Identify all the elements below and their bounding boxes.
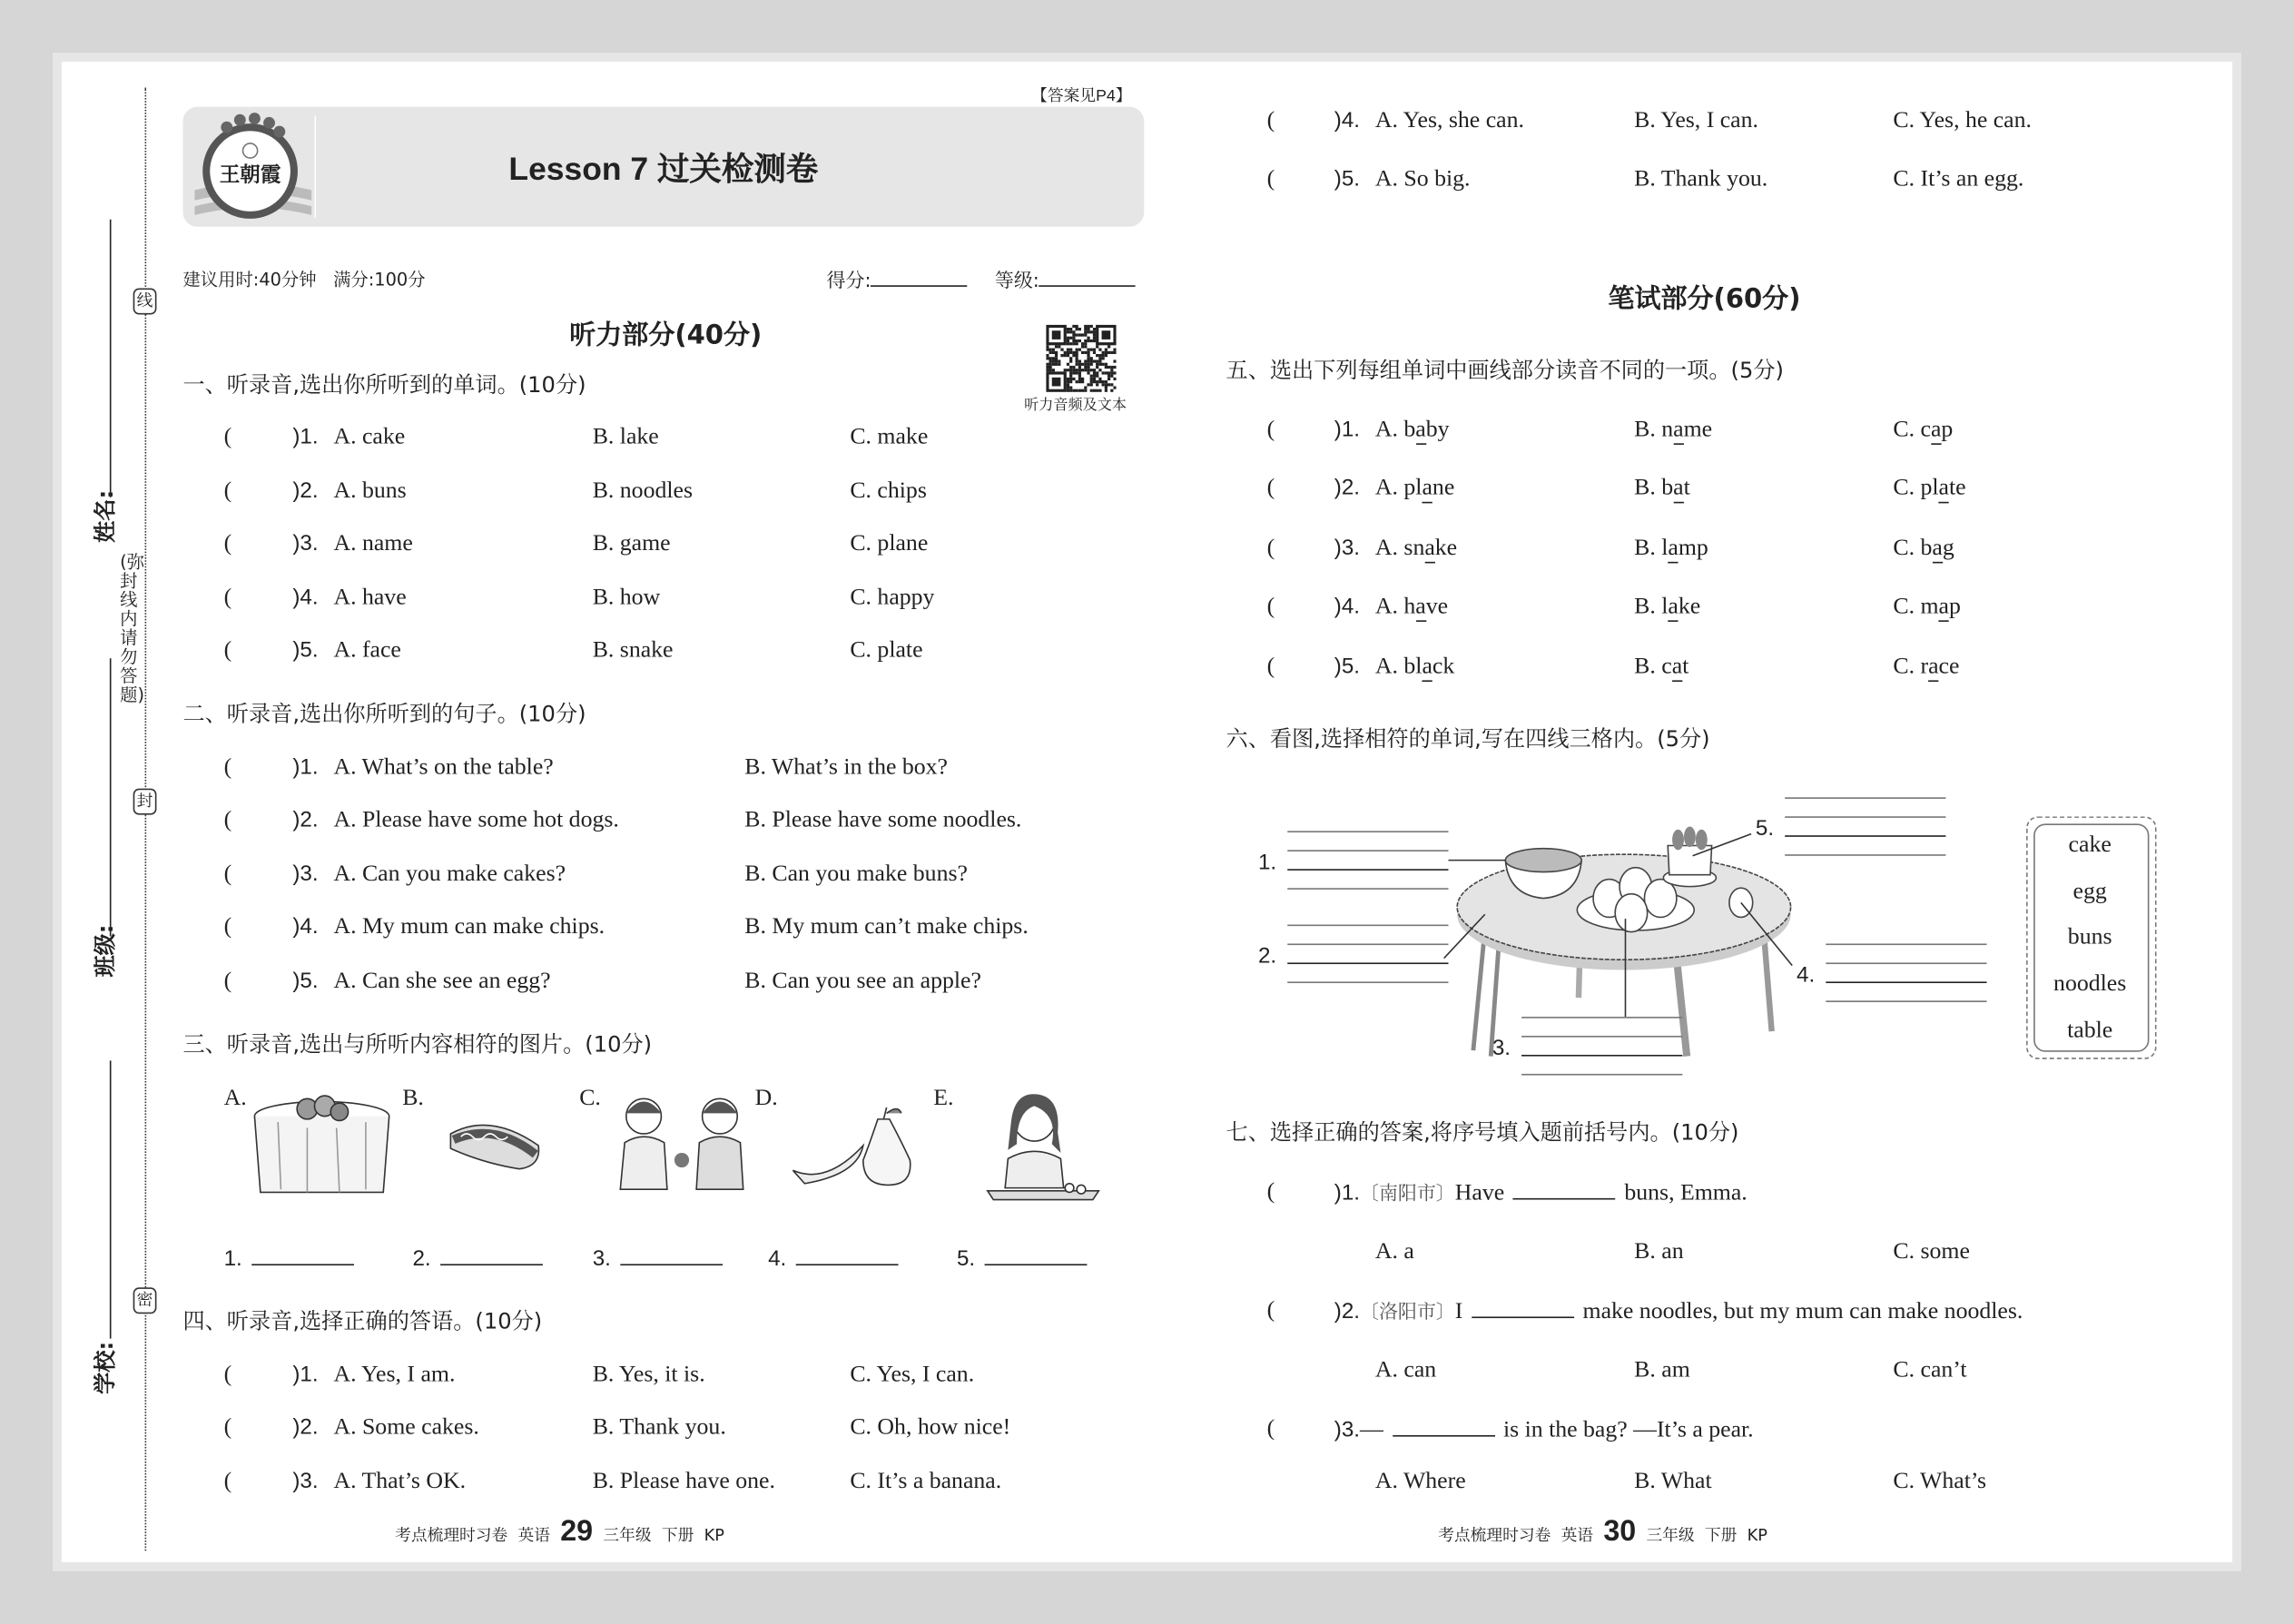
grid-line[interactable] [1826,1000,1986,1002]
grid-line[interactable] [1287,962,1448,964]
grid-line[interactable] [1785,835,1945,837]
blank-number: 5. [956,1246,976,1272]
svg-text:王朝霞: 王朝霞 [219,162,281,187]
fill-blank[interactable] [1513,1177,1616,1199]
question-number: )3. [292,531,319,556]
full-score-text: 满分:100分 [333,269,426,290]
stem-before: Have [1454,1180,1505,1206]
underline-mark [1415,443,1425,445]
option-c[interactable]: C. some [1893,1239,1970,1265]
class-write-line [110,658,112,936]
option-a[interactable]: A. face [333,637,401,664]
question-stem [1334,1414,1754,1445]
grid-line[interactable] [1521,1017,1682,1019]
fill-blank[interactable] [1472,1296,1574,1318]
stem-after: is in the bag? —It’s a pear. [1502,1417,1754,1443]
question-number: )3. [292,861,319,887]
picture-answer-5[interactable] [957,1244,1087,1275]
grid-line[interactable] [1826,943,1986,945]
picture-answer-1[interactable] [224,1244,354,1275]
grid-line[interactable] [1785,854,1945,856]
option-a[interactable]: A. What’s on the table? [333,754,554,780]
answer-paren-open[interactable]: ( [223,1469,232,1494]
option-b[interactable]: B. Can you see an apple? [744,968,981,994]
section-3-heading: 三、听录音,选出与所听内容相符的图片。(10分) [182,1031,653,1058]
grade-label: 等级: [994,271,1039,293]
option-a[interactable]: A. plane [1375,474,1454,503]
option-a[interactable]: A. have [333,585,407,611]
option-b[interactable]: B. Thank you. [1634,166,1768,192]
underline-mark [1673,443,1683,445]
seal-mark-feng: 封 [133,789,157,815]
option-a[interactable]: A. My mum can make chips. [333,914,605,940]
answer-paren-open[interactable]: ( [223,424,232,449]
footer-series: 考点梳理时习卷 [1438,1525,1551,1545]
answer-blank[interactable] [984,1244,1087,1265]
option-b[interactable]: B. am [1634,1357,1690,1383]
question-number: )2. [1334,475,1361,501]
option-b[interactable]: B. Please have one. [592,1469,775,1494]
picture-e-girl-cooking [973,1086,1105,1206]
option-c[interactable]: C. happy [850,585,935,611]
grade-blank[interactable] [1039,265,1136,287]
footer-edition: KP [1747,1525,1767,1545]
option-c[interactable]: C. make [850,424,929,449]
option-a[interactable]: A. Can she see an egg? [333,968,551,994]
stem-after: make noodles, but my mum can make noodles. [1582,1299,2023,1324]
word-bank-item: noodles [2053,971,2127,997]
answer-paren-open[interactable]: ( [223,637,232,664]
region-tag: 〔洛阳市〕 [1360,1300,1455,1323]
grid-line[interactable] [1785,816,1945,818]
option-b[interactable]: B. What’s in the box? [744,754,948,780]
option-c[interactable]: C. plane [850,531,929,556]
option-b[interactable]: B. Yes, it is. [592,1362,705,1387]
grade-field[interactable] [995,265,1136,297]
section-1-heading: 一、听录音,选出你所听到的单词。(10分) [182,371,586,399]
word-bank-item: cake [2068,832,2112,858]
question-number: )4. [1334,594,1361,619]
blank-number: 3. [592,1246,611,1272]
option-c[interactable]: C. race [1893,653,1959,682]
question-number: )2. [292,1414,319,1440]
footer-term: 下册 [661,1525,694,1545]
picture-label: D. [754,1085,778,1111]
option-c[interactable]: C. Yes, I can. [850,1362,975,1387]
option-c[interactable]: C. plate [1893,474,1965,503]
footer-left [395,1517,724,1550]
name-write-line [110,220,112,497]
answer-paren-open[interactable]: ( [223,585,232,611]
underline-mark [1931,443,1941,445]
stem-before: — [1360,1417,1383,1443]
option-b[interactable]: B. Please have some noodles. [744,807,1022,833]
title-banner [182,107,1144,227]
option-c[interactable]: C. What’s [1893,1469,1987,1494]
exam-title: Lesson 7 过关检测卷 [508,150,819,188]
question-number: )4. [1334,108,1361,133]
option-a[interactable]: A. a [1374,1239,1414,1265]
option-b[interactable]: B. cat [1634,653,1689,682]
underline-mark [1932,562,1942,564]
picture-label: E. [933,1085,954,1111]
option-b[interactable]: B. Yes, I can. [1634,108,1758,133]
option-a[interactable]: A. buns [333,477,407,504]
answer-paren-open[interactable]: ( [1266,1178,1275,1205]
underline-mark [1673,502,1683,504]
answer-paren-open[interactable]: ( [223,754,232,780]
answer-blank[interactable] [795,1244,898,1265]
question-number: )2. [292,807,319,833]
picture-table-with-food [1441,819,1807,1068]
option-a[interactable]: A. have [1375,593,1448,622]
answer-paren-open[interactable]: ( [1266,1416,1275,1442]
picture-answer-2[interactable] [412,1244,542,1275]
answer-paren-open[interactable]: ( [1266,475,1275,501]
underline-mark [1668,562,1678,564]
underline-mark [1424,562,1434,564]
footer-grade: 三年级 [1646,1525,1695,1545]
section-5-heading: 五、选出下列每组单词中画线部分读音不同的一项。(5分) [1226,357,1784,384]
grid-line[interactable] [1521,1074,1682,1076]
answer-paren-open[interactable]: ( [223,968,232,994]
grid-label: 3. [1492,1036,1511,1061]
question-stem [1334,1296,2023,1327]
option-b[interactable]: B. bat [1634,474,1690,503]
fill-blank[interactable] [1392,1414,1494,1436]
school-label: 学校: [92,1341,119,1394]
option-b[interactable]: B. Can you make buns? [744,861,968,887]
score-blank[interactable] [871,265,968,287]
answer-paren-open[interactable]: ( [223,861,232,887]
option-a[interactable]: A. can [1374,1357,1437,1383]
name-label: 姓名: [92,489,119,543]
option-b[interactable]: B. Thank you. [592,1414,726,1440]
option-b[interactable]: B. how [592,585,661,611]
section-4-heading: 四、听录音,选择正确的答语。(10分) [182,1307,543,1334]
grid-label: 1. [1257,850,1277,875]
underline-mark [1422,680,1432,682]
option-c[interactable]: C. chips [850,477,927,504]
grid-line[interactable] [1287,831,1448,832]
option-b[interactable]: B. What [1634,1469,1712,1494]
question-number: )4. [292,914,319,940]
answer-paren-open[interactable]: ( [1266,654,1275,679]
option-a[interactable]: A. So big. [1374,166,1471,192]
underline-mark [1422,502,1432,504]
answer-paren-open[interactable]: ( [1266,535,1275,561]
question-number: )5. [292,968,319,994]
option-c[interactable]: C. cap [1893,416,1953,445]
option-b[interactable]: B. name [1634,416,1712,445]
option-c[interactable]: C. map [1893,593,1960,622]
word-bank-item: egg [2072,879,2107,904]
grid-line[interactable] [1287,869,1448,871]
blank-number: 2. [412,1246,431,1272]
answer-paren-open[interactable]: ( [223,914,232,940]
seal-notice: (弥封线内请勿答题) [120,551,145,705]
question-number: )4. [292,585,319,611]
page-number-right: 30 [1603,1515,1637,1549]
question-number: )5. [1334,166,1361,192]
option-a[interactable]: A. cake [333,424,406,449]
listening-title: 听力部分(40分) [569,320,763,351]
question-number: )5. [292,637,319,664]
option-b[interactable]: B. noodles [592,477,694,504]
score-field[interactable] [827,265,968,297]
option-b[interactable]: B. lamp [1634,534,1708,563]
section-6-heading: 六、看图,选择相符的单词,写在四线三格内。(5分) [1226,725,1710,753]
question-number: )2. [1334,1299,1361,1324]
picture-answer-3[interactable] [593,1244,723,1275]
grid-label: 4. [1797,962,1816,988]
grid-line[interactable] [1287,888,1448,890]
picture-d-banana-pear [790,1105,921,1193]
suggested-time [182,265,425,294]
option-a[interactable]: A. Some cakes. [333,1414,479,1440]
question-number: )3. [1334,1417,1361,1443]
grid-line[interactable] [1521,1055,1682,1057]
underline-mark [1939,502,1949,504]
answer-paren-open[interactable]: ( [223,807,232,833]
grid-label: 2. [1257,943,1277,969]
picture-label: B. [402,1085,424,1111]
underline-mark [1939,620,1949,622]
picture-answer-4[interactable] [768,1244,898,1275]
word-bank-item: buns [2067,924,2112,950]
picture-b-hot-dog [438,1105,548,1178]
footer-subject: 英语 [517,1525,550,1545]
writing-title: 笔试部分(60分) [1608,283,1801,315]
grid-line[interactable] [1287,925,1448,927]
stem-before: I [1454,1299,1463,1324]
answer-paren-open[interactable]: ( [1266,166,1275,192]
picture-c-two-girls [603,1087,763,1204]
word-bank-item: table [2067,1018,2113,1044]
answer-blank[interactable] [439,1244,542,1265]
option-a[interactable]: A. Where [1374,1469,1466,1494]
footer-subject: 英语 [1561,1525,1594,1545]
answer-paren-open[interactable]: ( [1266,417,1275,442]
footer-right [1438,1517,1767,1550]
answer-paren-open[interactable]: ( [223,477,232,504]
grid-line[interactable] [1826,962,1986,964]
answer-paren-open[interactable]: ( [223,1362,232,1387]
option-a[interactable]: A. black [1375,653,1454,682]
answer-blank[interactable] [251,1244,353,1265]
blank-number: 4. [768,1246,787,1272]
option-b[interactable]: B. lake [1634,593,1700,622]
grid-line[interactable] [1521,1036,1682,1038]
grid-line[interactable] [1287,850,1448,851]
option-a[interactable]: A. Yes, I am. [333,1362,456,1387]
school-write-line [110,1060,112,1338]
answer-paren-open[interactable]: ( [1266,1297,1275,1323]
option-c[interactable]: C. It’s a banana. [850,1469,1002,1494]
option-b[interactable]: B. My mum can’t make chips. [744,914,1029,940]
seal-mark-xian: 线 [133,288,157,314]
option-a[interactable]: A. snake [1375,534,1457,563]
option-c[interactable]: C. plate [850,637,923,664]
question-number: )1. [292,754,319,780]
score-label: 得分: [826,271,871,293]
answer-blank[interactable] [620,1244,723,1265]
grid-line[interactable] [1287,981,1448,983]
footer-edition: KP [704,1525,724,1545]
option-c[interactable]: C. It’s an egg. [1893,166,2024,192]
answer-paren-open[interactable]: ( [1266,108,1275,133]
question-number: )5. [1334,654,1361,679]
grid-line[interactable] [1785,797,1945,799]
answer-paren-open[interactable]: ( [223,1414,232,1440]
option-b[interactable]: B. snake [592,637,674,664]
question-number: )1. [292,424,319,449]
option-b[interactable]: B. game [592,531,671,556]
seal-mark-mi: 密 [133,1287,157,1314]
question-number: )1. [292,1362,319,1387]
picture-a-table-fruit [249,1090,395,1207]
underline-mark [1672,680,1682,682]
qr-code[interactable] [1046,325,1116,392]
option-a[interactable]: A. name [333,531,413,556]
qr-caption: 听力音频及文本 [1024,398,1127,415]
option-b[interactable]: B. lake [592,424,659,449]
picture-label: C. [579,1085,601,1111]
class-label: 班级: [92,924,119,978]
grid-line[interactable] [1826,981,1986,983]
option-a[interactable]: A. Please have some hot dogs. [333,807,619,833]
question-number: )2. [292,477,319,504]
footer-term: 下册 [1704,1525,1738,1545]
underline-mark [1928,680,1938,682]
option-c[interactable]: C. can’t [1893,1357,1967,1383]
option-c[interactable]: C. bag [1893,534,1954,563]
option-a[interactable]: A. Yes, she can. [1374,108,1524,133]
option-c[interactable]: C. Yes, he can. [1893,108,2032,133]
section-2-heading: 二、听录音,选出你所听到的句子。(10分) [182,700,586,727]
section-7-heading: 七、选择正确的答案,将序号填入题前括号内。(10分) [1226,1118,1739,1146]
time-text: 建议用时:40分钟 [182,269,317,290]
option-a[interactable]: A. baby [1375,416,1450,445]
answer-reference: 【答案见P4】 [1031,87,1132,106]
region-tag: 〔南阳市〕 [1360,1182,1455,1205]
question-number: )1. [1334,1180,1361,1206]
footer-series: 考点梳理时习卷 [395,1525,508,1545]
answer-paren-open[interactable]: ( [1266,594,1275,619]
blank-number: 1. [223,1246,242,1272]
answer-paren-open[interactable]: ( [223,531,232,556]
question-number: )1. [1334,417,1361,442]
option-b[interactable]: B. an [1634,1239,1684,1265]
word-bank [2026,816,2156,1059]
grid-label: 5. [1755,816,1775,842]
stem-after: buns, Emma. [1624,1180,1748,1206]
option-a[interactable]: A. That’s OK. [333,1469,467,1494]
page-number-left: 29 [560,1515,594,1549]
option-a[interactable]: A. Can you make cakes? [333,861,566,887]
picture-label: A. [223,1085,247,1111]
question-number: )3. [1334,535,1361,561]
grid-line[interactable] [1287,943,1448,945]
question-number: )3. [292,1469,319,1494]
footer-grade: 三年级 [603,1525,652,1545]
question-stem [1334,1177,1748,1208]
underline-mark [1415,620,1425,622]
option-c[interactable]: C. Oh, how nice! [850,1414,1011,1440]
underline-mark [1668,620,1678,622]
